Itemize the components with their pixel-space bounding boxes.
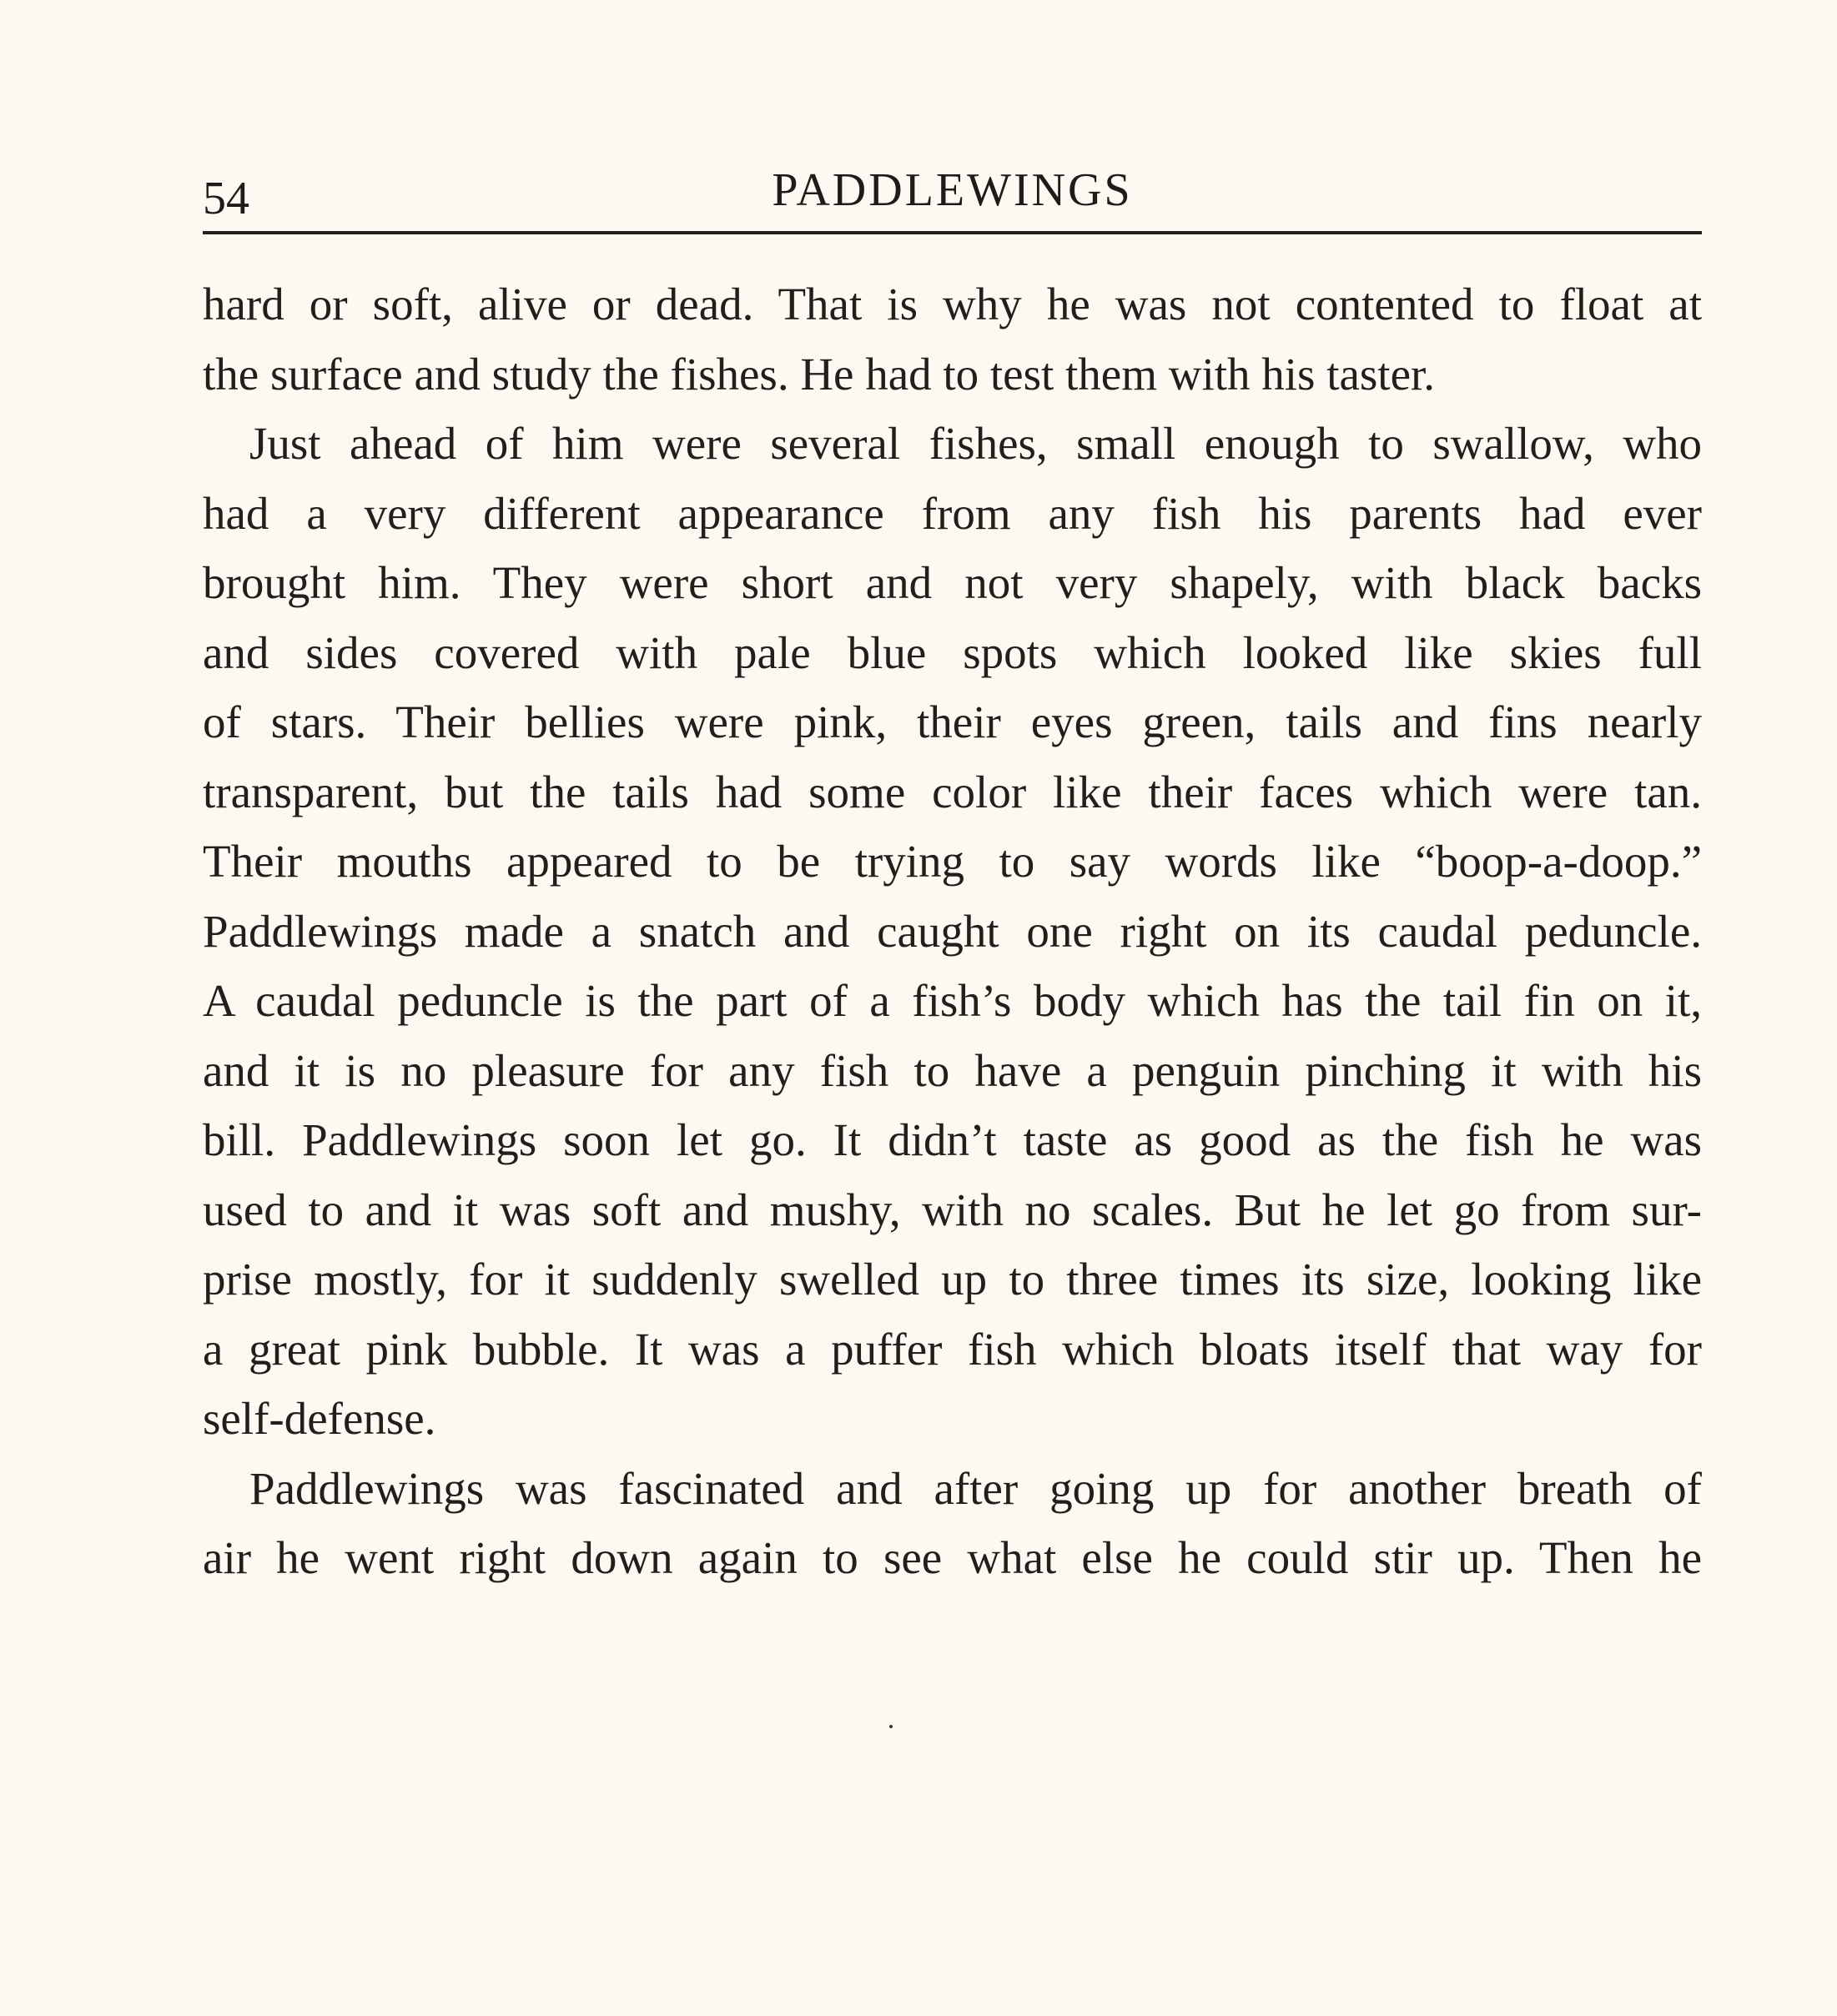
text-line: of stars. Their bellies were pink, their eyes green, tails and fins nearly bbox=[203, 696, 1702, 747]
text-line: self-defense. bbox=[203, 1393, 436, 1444]
page-number: 54 bbox=[203, 173, 249, 224]
text-line: transparent, but the tails had some color like their faces which were tan. bbox=[203, 766, 1702, 817]
text-line: Just ahead of him were several fishes, small enough to swallow, who bbox=[249, 418, 1702, 469]
text-line: had a very different appearance from any fish his parents had ever bbox=[203, 487, 1702, 539]
text-line: hard or soft, alive or dead. That is why he was not contented to float at bbox=[203, 279, 1702, 329]
text-line: a great pink bubble. It was a puffer fish which bloats itself that way for bbox=[203, 1323, 1702, 1375]
text-line: brought him. They were short and not very shapely, with black backs bbox=[203, 557, 1702, 608]
paper-speck bbox=[889, 1725, 893, 1728]
text-line: Paddlewings made a snatch and caught one right on its caudal peduncle. bbox=[203, 905, 1702, 957]
running-head bbox=[203, 163, 1702, 234]
text-line: A caudal peduncle is the part of a fish’s body which has the tail fin on it, bbox=[203, 975, 1702, 1026]
text-line: and sides covered with pale blue spots which looked like skies full bbox=[203, 626, 1702, 678]
text-line: the surface and study the fishes. He had to test them with his taster. bbox=[203, 348, 1436, 400]
text-line: and it is no pleasure for any fish to have a penguin pinching it with his bbox=[203, 1044, 1702, 1096]
running-title: PADDLEWINGS bbox=[772, 164, 1133, 216]
header-rule bbox=[203, 231, 1702, 234]
text-line: Paddlewings was fascinated and after going up for another breath of bbox=[249, 1462, 1702, 1514]
text-line: air he went right down again to see what else he could stir up. Then he bbox=[203, 1532, 1702, 1583]
text-line: Their mouths appeared to be trying to say words like “boop-a-doop.” bbox=[203, 836, 1702, 887]
text-line: prise mostly, for it suddenly swelled up to three times its size, looking like bbox=[203, 1254, 1702, 1305]
text-line: bill. Paddlewings soon let go. It didn’t taste as good as the fish he was bbox=[203, 1114, 1702, 1165]
text-line: used to and it was soft and mushy, with no scales. But he let go from sur- bbox=[203, 1184, 1702, 1235]
body-text bbox=[203, 269, 1702, 1593]
